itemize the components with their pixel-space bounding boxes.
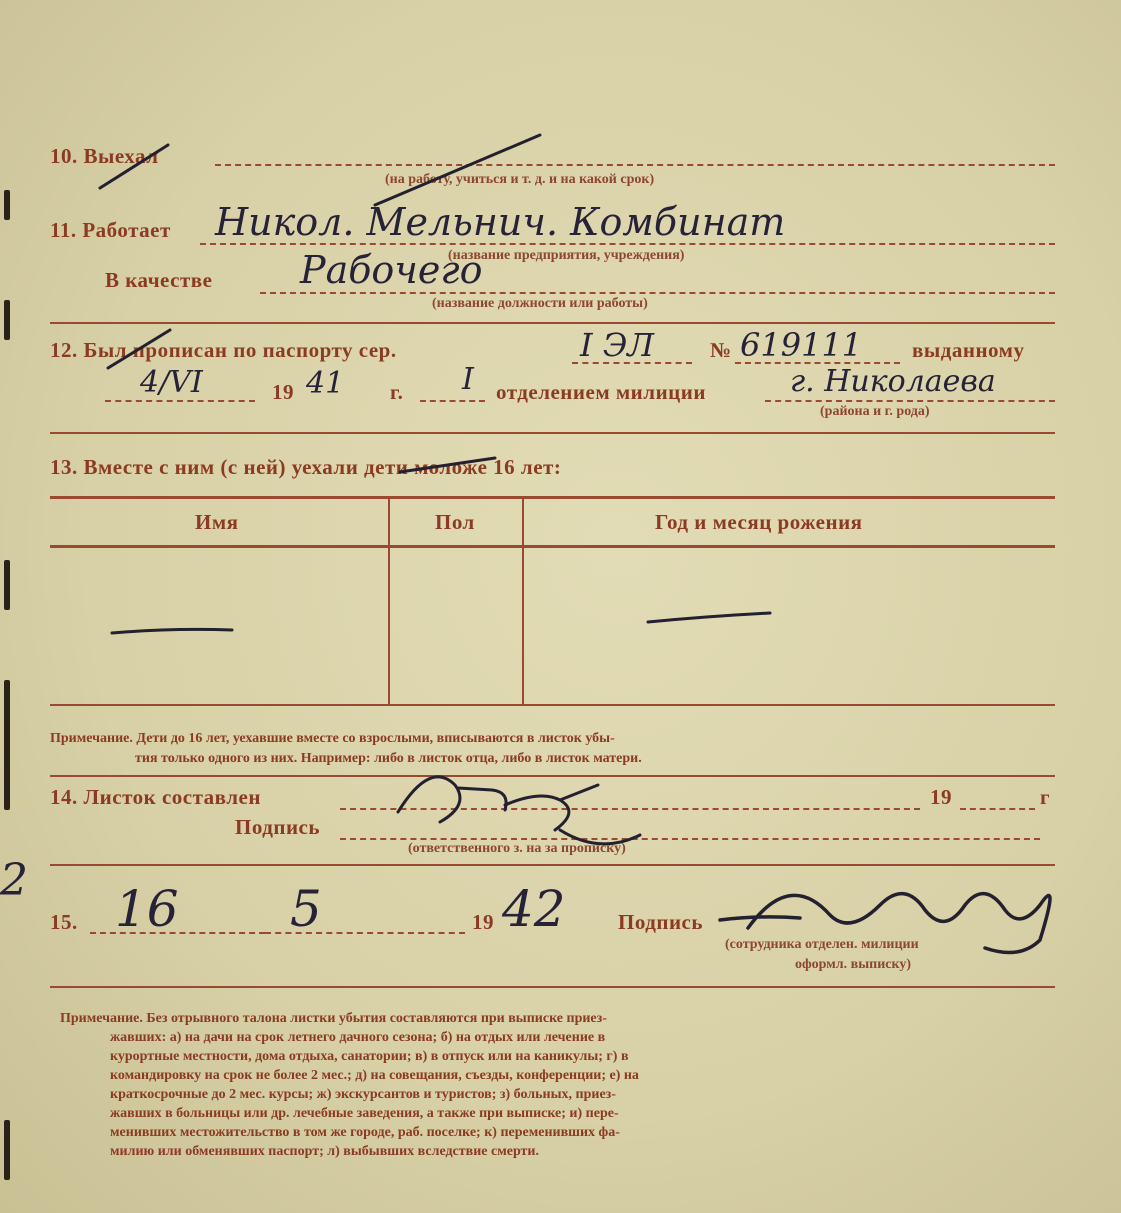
row10-label: 10. Выехал [50, 144, 159, 168]
month-handwritten: 5 [290, 880, 322, 938]
row11-label: 11. Работает [50, 218, 171, 242]
city-caption: (района и г. рода) [820, 404, 930, 419]
strikeout-stroke [100, 145, 168, 188]
row12-label: 12. Был прописан по паспорту сер. [50, 338, 397, 362]
dept-number: I [462, 362, 474, 397]
margin-number: 2 [0, 855, 28, 906]
number-label: № [710, 338, 732, 362]
passport-number: 619111 [740, 326, 863, 364]
g-label: г. [390, 380, 404, 404]
note2-line: жавших в больницы или др. лечебные заведения, а также при выписке; и) пере- [110, 1106, 619, 1121]
row14-g-label: г [1040, 785, 1051, 809]
year-prefix: 19 [272, 380, 294, 404]
note2-line: краткосрочные до 2 мес. курсы; ж) экскурсантов и туристов; з) больных, приез- [110, 1087, 616, 1102]
note2-line: Примечание. Без отрывного талона листки убытия составляются при выписке приез- [60, 1011, 607, 1026]
strikeout-stroke [375, 135, 540, 205]
day-handwritten: 16 [115, 880, 179, 938]
row14-year-prefix: 19 [930, 785, 952, 809]
workplace-handwritten: Никол. Мельнич. Комбинат [215, 200, 786, 244]
signature-stroke [720, 894, 1050, 953]
position-caption: (название должности или работы) [432, 296, 648, 311]
note2-line: жавших: а) на дачи на срок летнего дачного сезона; б) на отдых или лечение в [110, 1030, 606, 1045]
row15-label: 15. [50, 910, 78, 934]
note1-line1: Примечание. Дети до 16 лет, уехавшие вместе со взрослыми, вписываются в листок убы- [50, 731, 615, 746]
row13-label: 13. Вместе с ним (с ней) уехали дети моложе 16 лет: [50, 455, 562, 479]
strikeout-stroke [400, 458, 495, 472]
row14-label: 14. Листок составлен [50, 785, 261, 809]
as-label: В качестве [105, 268, 213, 292]
note2-line: командировку на срок не более 2 мес.; д) на совещания, съезды, конференции; е) на [110, 1068, 639, 1083]
issue-day: 4/VI [140, 365, 203, 400]
row14-sign-label: Подпись [235, 815, 320, 839]
table-header-birth: Год и месяц рожения [655, 510, 863, 534]
city-handwritten: г. Николаева [790, 364, 996, 399]
signature-stroke [398, 777, 640, 844]
row10-caption: (на работу, учиться и т. д. и на какой срок) [385, 172, 655, 187]
strikeout-stroke [108, 330, 170, 368]
empty-cell-dash [112, 629, 232, 633]
year-handwritten: 42 [502, 880, 566, 938]
passport-series: I ЭЛ [580, 326, 654, 364]
row14-caption: (ответственного з. на за прописку) [408, 841, 626, 856]
row15-sign-label: Подпись [618, 910, 703, 934]
empty-cell-dash [648, 613, 770, 622]
table-header-name: Имя [195, 510, 239, 534]
note2-line: курортные местности, дома отдыха, санатории; в) в отпуск или на каникулы; г) в [110, 1049, 629, 1064]
table-header-sex: Пол [435, 510, 475, 534]
row15-caption2: оформл. выписку) [795, 957, 912, 972]
position-handwritten: Рабочего [300, 248, 483, 292]
note2-line: менивших местожительство в том же городе, раб. поселке; к) переменивших фа- [110, 1125, 620, 1140]
issue-year-suffix: 41 [306, 366, 345, 401]
issued-label: выданному [912, 338, 1025, 362]
note2-line: милию или обменявших паспорт; л) выбывших вследствие смерти. [110, 1144, 539, 1159]
dept-label: отделением милиции [496, 380, 706, 404]
workplace-caption: (название предприятия, учреждения) [448, 248, 685, 263]
row15-caption1: (сотрудника отделен. милиции [725, 937, 919, 952]
row15-year-prefix: 19 [472, 910, 494, 934]
note1-line2: тия только одного из них. Например: либо в листок отца, либо в листок матери. [135, 751, 642, 766]
